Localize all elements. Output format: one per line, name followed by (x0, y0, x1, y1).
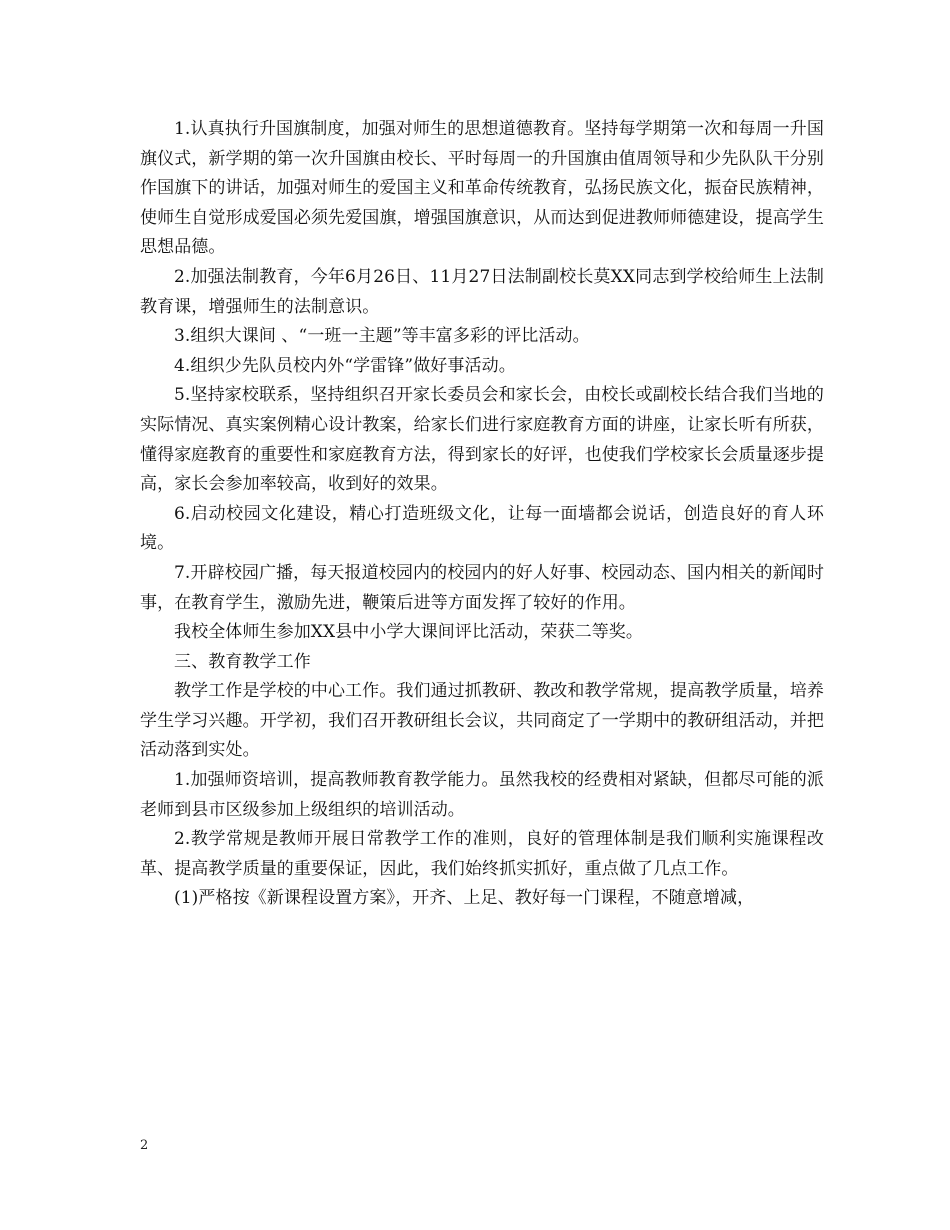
paragraph-teaching-center: 教学工作是学校的中心工作。我们通过抓教研、教改和教学常规，提高教学质量，培养学生学习兴趣。开学初，我们召开教研组长会议，共同商定了一学期中的教研组活动，并把活动落到实处。 (140, 681, 824, 761)
paragraph-award: 我校全体师生参加XX县中小学大课间评比活动，荣获二等奖。 (174, 622, 644, 643)
paragraph-legal-education: 2.加强法制教育，今年6月26日、11月27日法制副校长莫XX同志到学校给师生上法制教育课，增强师生的法制意识。 (140, 266, 824, 317)
page-number: 2 (140, 1138, 149, 1153)
paragraph-class-activities: 3.组织大课间 、“一班一主题”等丰富多彩的评比活动。 (174, 326, 590, 347)
paragraph-flag-raising: 1.认真执行升国旗制度，加强对师生的思想道德教育。坚持每学期第一次和每周一升国旗仪式，新学期的第一次升国旗由校长、平时每周一的升国旗由值周领导和少先队队干分别作国旗下的讲话，加强对师生的爱国主义和革命传统教育，弘扬民族文化，振奋民族精神，使师生自觉形成爱国必须先爱国旗，增强国旗意识，从而达到促进教师师德建设，提高学生思想品德。 (140, 119, 824, 258)
paragraph-campus-broadcast: 7.开辟校园广播，每天报道校园内的校园内的好人好事、校园动态、国内相关的新闻时事，在教育学生，激励先进，鞭策后进等方面发挥了较好的作用。 (140, 562, 824, 613)
paragraph-curriculum-plan: (1)严格按《新课程设置方案》，开齐、上足、教好每一门课程，不随意增减， (174, 888, 755, 909)
paragraph-learn-from-leifeng: 4.组织少先队员校内外“学雷锋”做好事活动。 (174, 355, 516, 376)
document-body (140, 115, 824, 914)
paragraph-campus-culture: 6.启动校园文化建设，精心打造班级文化，让每一面墙都会说话，创造良好的育人环境。 (140, 503, 824, 554)
section-heading-teaching: 三、教育教学工作 (174, 651, 311, 672)
paragraph-teaching-routine: 2.教学常规是教师开展日常教学工作的准则，良好的管理体制是我们顺利实施课程改革、提高教学质量的重要保证，因此，我们始终抓实抓好，重点做了几点工作。 (140, 829, 824, 879)
paragraph-home-school-contact: 5.坚持家校联系，坚持组织召开家长委员会和家长会，由校长或副校长结合我们当地的实际情况、真实案例精心设计教案，给家长们进行家庭教育方面的讲座，让家长听有所获，懂得家庭教育的重要性和家庭教育方法，得到家长的好评，也使我们学校家长会质量逐步提高，家长会参加率较高，收到好的效果。 (140, 385, 824, 495)
paragraph-teacher-training: 1.加强师资培训，提高教师教育教学能力。虽然我校的经费相对紧缺，但都尽可能的派老师到县市区级参加上级组织的培训活动。 (140, 770, 824, 820)
